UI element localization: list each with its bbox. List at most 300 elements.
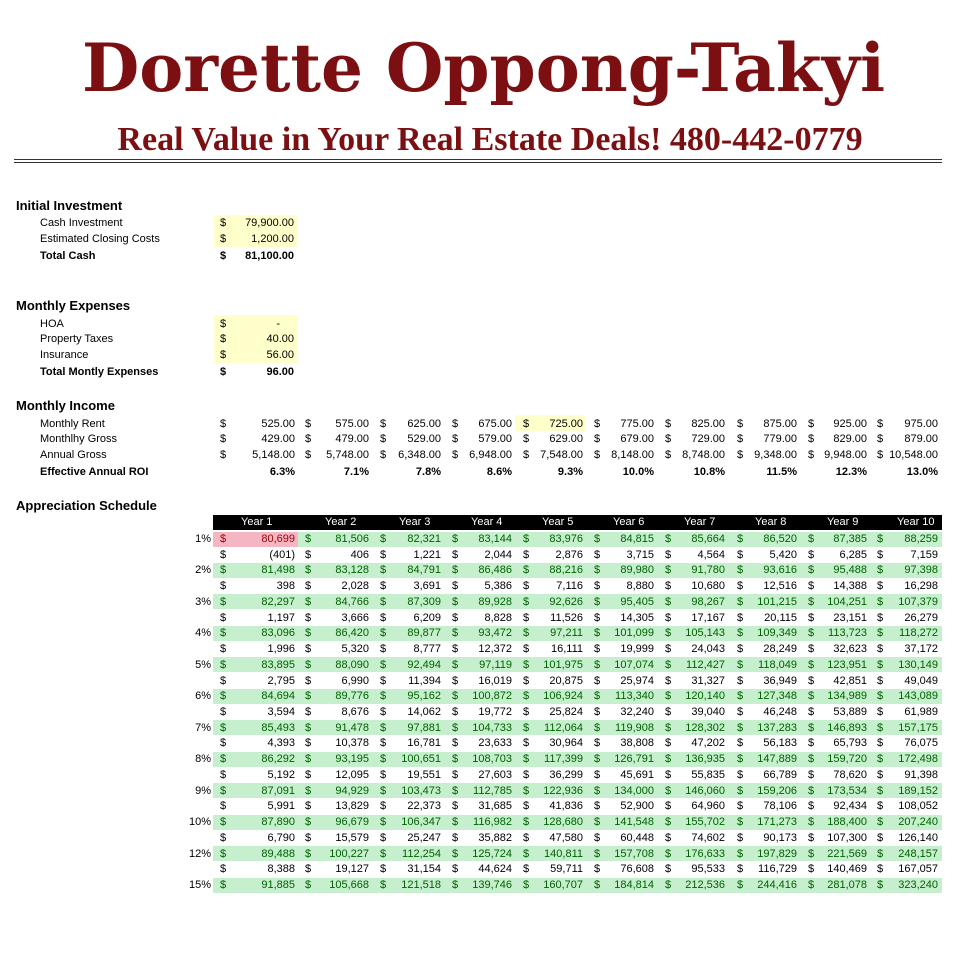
appreciated-value-cell: 93,195 xyxy=(335,753,369,766)
equity-gain-cell: 3,666 xyxy=(341,611,369,624)
currency-symbol: $ xyxy=(808,418,815,430)
currency-symbol: $ xyxy=(380,564,387,577)
appreciated-value-cell: 212,536 xyxy=(685,879,725,892)
equity-gain-cell: 2,795 xyxy=(267,674,295,687)
currency-symbol: $ xyxy=(737,784,744,797)
currency-symbol: $ xyxy=(665,847,672,860)
currency-symbol: $ xyxy=(594,831,601,844)
currency-symbol: $ xyxy=(452,674,459,687)
currency-symbol: $ xyxy=(665,433,672,445)
currency-symbol: $ xyxy=(220,627,227,640)
currency-symbol: $ xyxy=(380,706,387,719)
currency-symbol: $ xyxy=(808,595,815,608)
currency-symbol: $ xyxy=(220,548,227,561)
income-cell: 925.00 xyxy=(833,418,867,430)
year-header: Year 1 xyxy=(241,516,273,528)
appreciated-value-cell: 127,348 xyxy=(757,690,797,703)
appreciated-value-cell: 88,259 xyxy=(904,533,938,545)
equity-gain-cell: 31,685 xyxy=(478,800,512,813)
currency-symbol: $ xyxy=(220,737,227,750)
appreciated-value-cell: 86,292 xyxy=(261,753,295,766)
currency-symbol: $ xyxy=(665,800,672,813)
year-header: Year 6 xyxy=(613,516,645,528)
appreciated-value-cell: 85,493 xyxy=(261,721,295,734)
currency-symbol: $ xyxy=(665,418,672,430)
appreciated-value-cell: 119,908 xyxy=(615,721,654,734)
appreciated-value-cell: 81,498 xyxy=(261,564,295,577)
currency-symbol: $ xyxy=(220,721,227,734)
currency-symbol: $ xyxy=(380,611,387,624)
equity-gain-cell: 398 xyxy=(276,580,295,593)
income-cell: 7,548.00 xyxy=(540,449,583,461)
appreciated-value-cell: 104,251 xyxy=(827,595,867,608)
currency-symbol: $ xyxy=(305,674,312,687)
currency-symbol: $ xyxy=(523,627,530,640)
currency-symbol: $ xyxy=(380,847,387,860)
currency-symbol: $ xyxy=(665,753,672,766)
equity-gain-cell: 60,448 xyxy=(620,831,654,844)
currency-symbol: $ xyxy=(523,879,530,892)
appreciated-value-cell: 95,488 xyxy=(833,564,867,577)
appreciated-value-cell: 157,708 xyxy=(614,847,654,860)
equity-gain-cell: 25,824 xyxy=(549,706,583,719)
equity-gain-cell: 16,298 xyxy=(904,580,938,593)
total-expenses-value: 96.00 xyxy=(266,366,294,378)
appreciated-value-cell: 92,626 xyxy=(549,595,583,608)
currency-symbol: $ xyxy=(808,674,815,687)
currency-symbol: $ xyxy=(808,433,815,445)
insurance-input[interactable]: 56.00 xyxy=(266,349,294,361)
rate-label: 6% xyxy=(195,690,211,703)
equity-gain-cell: 4,393 xyxy=(267,737,295,750)
currency-symbol: $ xyxy=(737,737,744,750)
currency-symbol: $ xyxy=(665,627,672,640)
appreciated-value-cell: 88,090 xyxy=(335,658,369,671)
equity-gain-cell: 2,044 xyxy=(484,548,512,561)
rate-label: 1% xyxy=(195,533,211,545)
appreciated-value-cell: 106,924 xyxy=(543,690,583,703)
currency-symbol: $ xyxy=(594,595,601,608)
rate-label: 9% xyxy=(195,784,211,797)
income-row-label: Annual Gross xyxy=(40,449,107,461)
currency-symbol: $ xyxy=(877,643,884,656)
currency-symbol: $ xyxy=(877,706,884,719)
equity-gain-cell: 23,151 xyxy=(833,611,867,624)
equity-gain-cell: 19,127 xyxy=(335,863,369,876)
currency-symbol: $ xyxy=(737,706,744,719)
currency-symbol: $ xyxy=(665,816,672,829)
currency-symbol: $ xyxy=(594,784,601,797)
equity-gain-cell: 36,949 xyxy=(763,674,797,687)
currency-symbol: $ xyxy=(594,564,601,577)
income-cell: 9,948.00 xyxy=(824,449,867,461)
currency-symbol: $ xyxy=(737,847,744,860)
appreciated-value-cell: 207,240 xyxy=(898,816,938,829)
currency-symbol: $ xyxy=(877,449,884,461)
currency-symbol: $ xyxy=(380,643,387,656)
appreciated-value-cell: 189,152 xyxy=(898,784,938,797)
year-header: Year 8 xyxy=(755,516,787,528)
equity-gain-cell: 11,526 xyxy=(550,611,583,624)
currency-symbol: $ xyxy=(220,250,227,262)
appreciated-value-cell: 134,989 xyxy=(827,690,867,703)
appreciated-value-cell: 86,520 xyxy=(763,533,797,545)
currency-symbol: $ xyxy=(737,533,744,545)
currency-symbol: $ xyxy=(380,737,387,750)
currency-symbol: $ xyxy=(665,721,672,734)
currency-symbol: $ xyxy=(452,800,459,813)
currency-symbol: $ xyxy=(877,800,884,813)
equity-gain-cell: 55,835 xyxy=(691,768,725,781)
appreciated-value-cell: 91,780 xyxy=(691,564,725,577)
income-row-label: Monthlhy Gross xyxy=(40,433,118,445)
currency-symbol: $ xyxy=(452,706,459,719)
closing-costs-input[interactable]: 1,200.00 xyxy=(251,233,294,245)
appreciated-value-cell: 83,895 xyxy=(261,658,295,671)
appreciated-value-cell: 123,951 xyxy=(827,658,867,671)
roi-cell: 9.3% xyxy=(557,466,583,478)
appreciated-value-cell: 89,928 xyxy=(478,595,512,608)
appreciated-value-cell: 86,420 xyxy=(335,627,369,640)
appreciated-value-cell: 134,000 xyxy=(614,784,654,797)
property-taxes-input[interactable]: 40.00 xyxy=(266,333,294,345)
appreciated-value-cell: 100,227 xyxy=(329,847,369,860)
appreciated-value-cell: 140,811 xyxy=(544,847,583,860)
currency-symbol: $ xyxy=(808,816,815,829)
equity-gain-cell: 19,999 xyxy=(620,643,654,656)
currency-symbol: $ xyxy=(523,800,530,813)
currency-symbol: $ xyxy=(220,847,227,860)
appreciated-value-cell: 248,157 xyxy=(898,847,938,860)
equity-gain-cell: 32,240 xyxy=(620,706,654,719)
currency-symbol: $ xyxy=(380,879,387,892)
currency-symbol: $ xyxy=(523,643,530,656)
equity-gain-cell: 10,680 xyxy=(691,580,725,593)
divider-line xyxy=(14,162,942,163)
currency-symbol: $ xyxy=(808,800,815,813)
currency-symbol: $ xyxy=(737,863,744,876)
currency-symbol: $ xyxy=(220,580,227,593)
currency-symbol: $ xyxy=(305,831,312,844)
currency-symbol: $ xyxy=(220,564,227,577)
equity-gain-cell: 14,062 xyxy=(407,706,441,719)
currency-symbol: $ xyxy=(737,449,744,461)
currency-symbol: $ xyxy=(220,333,227,345)
currency-symbol: $ xyxy=(737,658,744,671)
currency-symbol: $ xyxy=(380,580,387,593)
appreciated-value-cell: 176,633 xyxy=(685,847,725,860)
currency-symbol: $ xyxy=(808,643,815,656)
equity-gain-cell: 3,715 xyxy=(626,548,654,561)
currency-symbol: $ xyxy=(594,611,601,624)
roi-cell: 11.5% xyxy=(766,466,797,478)
appreciated-value-cell: 84,791 xyxy=(407,564,441,577)
currency-symbol: $ xyxy=(305,595,312,608)
equity-gain-cell: 5,991 xyxy=(267,800,295,813)
appreciated-value-cell: 136,935 xyxy=(685,753,725,766)
appreciated-value-cell: 172,498 xyxy=(898,753,938,766)
currency-symbol: $ xyxy=(808,753,815,766)
equity-gain-cell: 91,398 xyxy=(904,768,938,781)
currency-symbol: $ xyxy=(452,847,459,860)
currency-symbol: $ xyxy=(380,690,387,703)
currency-symbol: $ xyxy=(452,627,459,640)
currency-symbol: $ xyxy=(305,658,312,671)
year-header: Year 7 xyxy=(684,516,716,528)
currency-symbol: $ xyxy=(452,580,459,593)
total-expenses-label: Total Montly Expenses xyxy=(40,366,159,378)
currency-symbol: $ xyxy=(808,690,815,703)
currency-symbol: $ xyxy=(452,879,459,892)
equity-gain-cell: 5,420 xyxy=(769,548,797,561)
income-cell: 579.00 xyxy=(478,433,512,445)
equity-gain-cell: 76,608 xyxy=(620,863,654,876)
currency-symbol: $ xyxy=(665,831,672,844)
currency-symbol: $ xyxy=(594,418,601,430)
currency-symbol: $ xyxy=(594,643,601,656)
roi-cell: 13.0% xyxy=(906,466,938,478)
equity-gain-cell: 38,808 xyxy=(620,737,654,750)
property-taxes-label: Property Taxes xyxy=(40,333,114,345)
currency-symbol: $ xyxy=(305,721,312,734)
currency-symbol: $ xyxy=(808,449,815,461)
appreciated-value-cell: 100,651 xyxy=(401,753,441,766)
equity-gain-cell: 28,249 xyxy=(763,643,797,656)
currency-symbol: $ xyxy=(594,674,601,687)
currency-symbol: $ xyxy=(594,706,601,719)
currency-symbol: $ xyxy=(594,658,601,671)
currency-symbol: $ xyxy=(737,879,744,892)
currency-symbol: $ xyxy=(877,580,884,593)
currency-symbol: $ xyxy=(380,418,387,430)
currency-symbol: $ xyxy=(877,658,884,671)
currency-symbol: $ xyxy=(877,768,884,781)
currency-symbol: $ xyxy=(737,690,744,703)
currency-symbol: $ xyxy=(737,753,744,766)
income-cell: 879.00 xyxy=(904,433,938,445)
appreciated-value-cell: 159,720 xyxy=(827,753,867,766)
roi-cell: 10.8% xyxy=(693,466,725,478)
income-cell: 679.00 xyxy=(620,433,654,445)
currency-symbol: $ xyxy=(380,863,387,876)
appreciated-value-cell: 101,099 xyxy=(614,627,654,640)
currency-symbol: $ xyxy=(808,580,815,593)
currency-symbol: $ xyxy=(808,737,815,750)
equity-gain-cell: 7,159 xyxy=(910,548,938,561)
currency-symbol: $ xyxy=(380,449,387,461)
currency-symbol: $ xyxy=(737,433,744,445)
currency-symbol: $ xyxy=(594,533,601,545)
appreciated-value-cell: 122,936 xyxy=(543,784,583,797)
currency-symbol: $ xyxy=(452,418,459,430)
currency-symbol: $ xyxy=(452,564,459,577)
appreciated-value-cell: 118,049 xyxy=(758,658,797,671)
appreciated-value-cell: 221,569 xyxy=(827,847,867,860)
currency-symbol: $ xyxy=(305,863,312,876)
currency-symbol: $ xyxy=(380,768,387,781)
currency-symbol: $ xyxy=(808,533,815,545)
appreciated-value-cell: 117,399 xyxy=(544,753,583,766)
equity-gain-cell: 12,372 xyxy=(478,643,512,656)
equity-gain-cell: 6,990 xyxy=(341,674,369,687)
cash-investment-input[interactable]: 79,900.00 xyxy=(245,217,294,229)
equity-gain-cell: 26,279 xyxy=(904,611,938,624)
appreciated-value-cell: 86,486 xyxy=(478,564,512,577)
currency-symbol: $ xyxy=(305,627,312,640)
currency-symbol: $ xyxy=(808,706,815,719)
appreciated-value-cell: 93,472 xyxy=(478,627,512,640)
appreciated-value-cell: 85,664 xyxy=(691,533,725,545)
currency-symbol: $ xyxy=(305,580,312,593)
currency-symbol: $ xyxy=(665,658,672,671)
currency-symbol: $ xyxy=(305,816,312,829)
divider-line xyxy=(14,159,942,160)
monthly-expenses-heading: Monthly Expenses xyxy=(16,298,131,313)
currency-symbol: $ xyxy=(452,611,459,624)
appreciated-value-cell: 109,349 xyxy=(757,627,797,640)
currency-symbol: $ xyxy=(737,721,744,734)
appreciated-value-cell: 128,680 xyxy=(543,816,583,829)
currency-symbol: $ xyxy=(665,580,672,593)
currency-symbol: $ xyxy=(305,706,312,719)
appreciated-value-cell: 83,144 xyxy=(478,533,512,545)
equity-gain-cell: 20,875 xyxy=(549,674,583,687)
appreciated-value-cell: 84,815 xyxy=(620,533,654,545)
equity-gain-cell: 3,691 xyxy=(413,580,441,593)
income-cell: 875.00 xyxy=(763,418,797,430)
rate-label: 15% xyxy=(188,879,211,892)
rate-label: 3% xyxy=(195,595,211,608)
currency-symbol: $ xyxy=(452,690,459,703)
appreciated-value-cell: 89,980 xyxy=(620,564,654,577)
equity-gain-cell: 1,221 xyxy=(413,548,441,561)
currency-symbol: $ xyxy=(877,879,884,892)
equity-gain-cell: 31,327 xyxy=(691,674,725,687)
currency-symbol: $ xyxy=(877,690,884,703)
income-cell: 9,348.00 xyxy=(754,449,797,461)
currency-symbol: $ xyxy=(877,564,884,577)
appreciated-value-cell: 147,889 xyxy=(757,753,797,766)
income-cell: 779.00 xyxy=(763,433,797,445)
currency-symbol: $ xyxy=(808,627,815,640)
income-cell: 825.00 xyxy=(691,418,725,430)
currency-symbol: $ xyxy=(737,418,744,430)
equity-gain-cell: 126,140 xyxy=(898,831,938,844)
income-cell: 429.00 xyxy=(261,433,295,445)
appreciated-value-cell: 87,385 xyxy=(833,533,867,545)
currency-symbol: $ xyxy=(523,753,530,766)
currency-symbol: $ xyxy=(305,879,312,892)
currency-symbol: $ xyxy=(305,418,312,430)
currency-symbol: $ xyxy=(737,800,744,813)
currency-symbol: $ xyxy=(594,737,601,750)
currency-symbol: $ xyxy=(594,863,601,876)
equity-gain-cell: 90,173 xyxy=(763,831,797,844)
currency-symbol: $ xyxy=(594,879,601,892)
equity-gain-cell: 8,828 xyxy=(484,611,512,624)
income-cell: 10,548.00 xyxy=(889,449,938,461)
year-header: Year 9 xyxy=(827,516,859,528)
rate-label: 5% xyxy=(195,658,211,671)
currency-symbol: $ xyxy=(380,658,387,671)
currency-symbol: $ xyxy=(594,548,601,561)
currency-symbol: $ xyxy=(594,449,601,461)
currency-symbol: $ xyxy=(220,418,227,430)
currency-symbol: $ xyxy=(737,580,744,593)
equity-gain-cell: 56,183 xyxy=(763,737,797,750)
currency-symbol: $ xyxy=(877,784,884,797)
appreciated-value-cell: 126,791 xyxy=(614,753,654,766)
currency-symbol: $ xyxy=(523,611,530,624)
currency-symbol: $ xyxy=(877,533,884,545)
currency-symbol: $ xyxy=(877,721,884,734)
equity-gain-cell: 8,777 xyxy=(413,643,441,656)
equity-gain-cell: 19,551 xyxy=(407,768,441,781)
appreciated-value-cell: 95,405 xyxy=(620,595,654,608)
hoa-input[interactable]: - xyxy=(276,318,280,330)
equity-gain-cell: 65,793 xyxy=(833,737,867,750)
equity-gain-cell: 1,996 xyxy=(267,643,295,656)
currency-symbol: $ xyxy=(523,784,530,797)
currency-symbol: $ xyxy=(737,595,744,608)
appreciated-value-cell: 107,074 xyxy=(614,658,654,671)
appreciated-value-cell: 146,893 xyxy=(827,721,867,734)
currency-symbol: $ xyxy=(737,627,744,640)
currency-symbol: $ xyxy=(380,721,387,734)
currency-symbol: $ xyxy=(220,800,227,813)
year-header: Year 10 xyxy=(897,516,935,528)
equity-gain-cell: 116,729 xyxy=(758,863,797,876)
currency-symbol: $ xyxy=(220,349,227,361)
equity-gain-cell: 74,602 xyxy=(691,831,725,844)
appreciated-value-cell: 116,982 xyxy=(473,816,512,829)
currency-symbol: $ xyxy=(305,784,312,797)
currency-symbol: $ xyxy=(220,879,227,892)
currency-symbol: $ xyxy=(220,533,227,545)
appreciated-value-cell: 105,668 xyxy=(329,879,369,892)
equity-gain-cell: 76,075 xyxy=(904,737,938,750)
equity-gain-cell: 32,623 xyxy=(833,643,867,656)
appreciated-value-cell: 139,746 xyxy=(472,879,512,892)
currency-symbol: $ xyxy=(220,816,227,829)
total-cash-label: Total Cash xyxy=(40,250,96,262)
equity-gain-cell: 41,836 xyxy=(549,800,583,813)
currency-symbol: $ xyxy=(452,737,459,750)
appreciated-value-cell: 113,340 xyxy=(615,690,654,703)
equity-gain-cell: 46,248 xyxy=(763,706,797,719)
rate-label: 10% xyxy=(188,816,211,829)
equity-gain-cell: 30,964 xyxy=(549,737,583,750)
currency-symbol: $ xyxy=(665,690,672,703)
roi-cell: 8.6% xyxy=(486,466,512,478)
roi-cell: 6.3% xyxy=(269,466,295,478)
currency-symbol: $ xyxy=(594,627,601,640)
currency-symbol: $ xyxy=(220,658,227,671)
appreciated-value-cell: 146,060 xyxy=(685,784,725,797)
currency-symbol: $ xyxy=(594,690,601,703)
currency-symbol: $ xyxy=(594,768,601,781)
equity-gain-cell: 16,111 xyxy=(550,643,583,656)
currency-symbol: $ xyxy=(523,737,530,750)
page-subtitle: Real Value in Your Real Estate Deals! 480-442-0779 xyxy=(117,121,863,158)
equity-gain-cell: 35,882 xyxy=(478,831,512,844)
currency-symbol: $ xyxy=(380,753,387,766)
currency-symbol: $ xyxy=(665,706,672,719)
currency-symbol: $ xyxy=(452,816,459,829)
currency-symbol: $ xyxy=(305,847,312,860)
currency-symbol: $ xyxy=(523,418,530,430)
currency-symbol: $ xyxy=(737,674,744,687)
